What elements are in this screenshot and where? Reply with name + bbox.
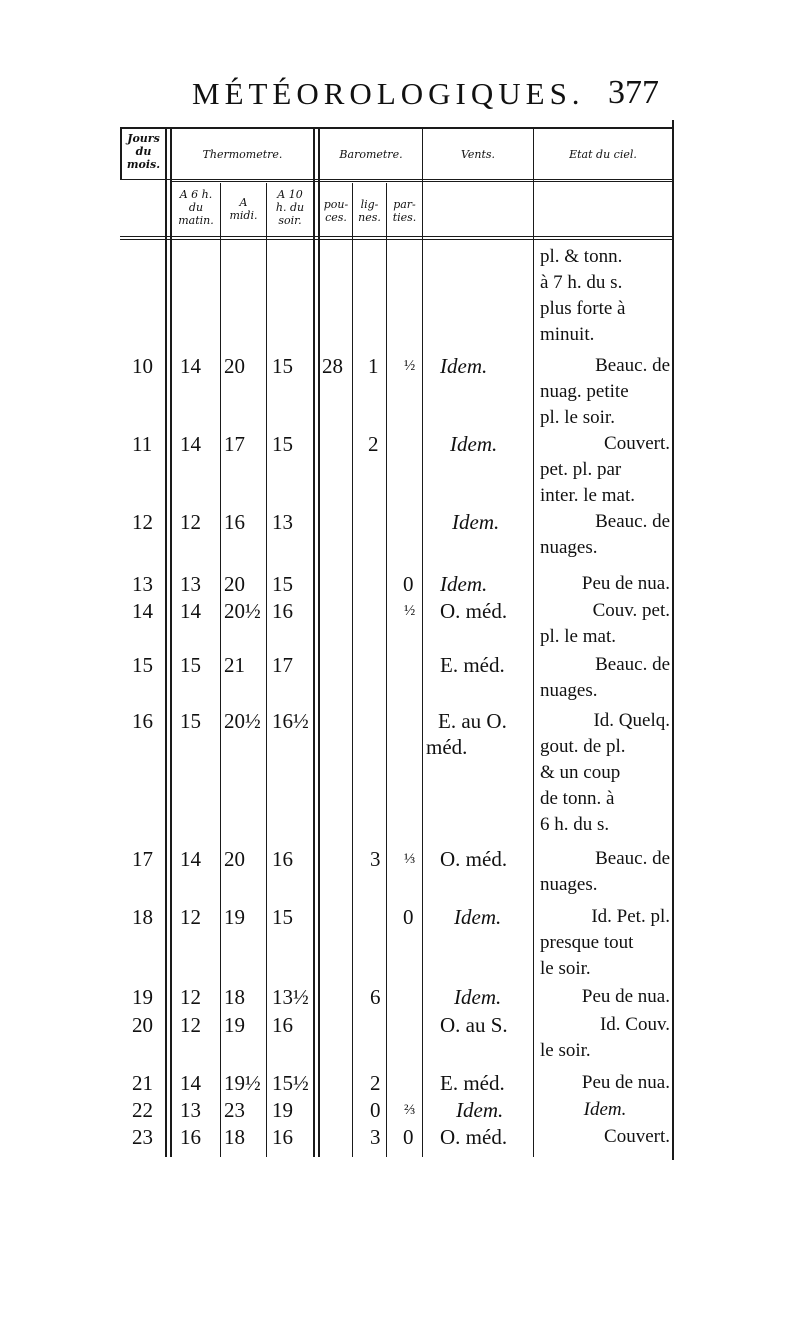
day-cell: 10 bbox=[132, 354, 153, 378]
header-tmidi: A midi. bbox=[229, 196, 258, 222]
vent-cell: O. méd. bbox=[440, 599, 508, 623]
temp-6h-cell: 15 bbox=[180, 653, 201, 677]
day-cell: 18 bbox=[132, 905, 153, 929]
temp-midi-cell: 20½ bbox=[224, 599, 261, 623]
vent-cell: E. au O. bbox=[438, 709, 507, 733]
etat-cell: Beauc. de nuages. bbox=[540, 848, 670, 895]
parties-cell: ⅔ bbox=[404, 1102, 416, 1118]
header-lignes: lig- nes. bbox=[358, 198, 381, 224]
header-barometre: Barometre. bbox=[339, 148, 403, 161]
vent-cell: Idem. bbox=[450, 432, 498, 456]
vent-cell: E. méd. bbox=[440, 1071, 505, 1095]
temp-6h-cell: 12 bbox=[180, 510, 201, 534]
temp-10h-cell: 16 bbox=[272, 847, 293, 871]
temp-midi-cell: 18 bbox=[224, 985, 245, 1009]
temp-midi-cell: 19½ bbox=[224, 1071, 261, 1095]
temp-10h-cell: 16 bbox=[272, 1125, 293, 1149]
temp-midi-cell: 19 bbox=[224, 905, 245, 929]
temp-6h-cell: 14 bbox=[180, 847, 201, 871]
day-cell: 21 bbox=[132, 1071, 153, 1095]
header-day: Jours du mois. bbox=[126, 132, 161, 171]
temp-10h-cell: 13½ bbox=[272, 985, 309, 1009]
temp-midi-cell: 18 bbox=[224, 1125, 245, 1149]
pouces-cell: 28 bbox=[322, 354, 343, 378]
temp-6h-cell: 12 bbox=[180, 1013, 201, 1037]
day-cell: 12 bbox=[132, 510, 153, 534]
temp-midi-cell: 17 bbox=[224, 432, 245, 456]
temp-10h-cell: 15 bbox=[272, 432, 293, 456]
lignes-cell: 0 bbox=[370, 1098, 381, 1122]
temp-midi-cell: 23 bbox=[224, 1098, 245, 1122]
temp-6h-cell: 14 bbox=[180, 1071, 201, 1095]
etat-cell: Id. Pet. pl. presque tout le soir. bbox=[540, 906, 670, 979]
header-vents: Vents. bbox=[460, 148, 496, 161]
lignes-cell: 2 bbox=[370, 1071, 381, 1095]
etat-cell: Peu de nua. bbox=[581, 573, 670, 594]
running-head: MÉTÉOROLOGIQUES. bbox=[192, 76, 585, 111]
temp-6h-cell: 13 bbox=[180, 1098, 201, 1122]
vent-cell: Idem. bbox=[456, 1098, 504, 1122]
temp-midi-cell: 19 bbox=[224, 1013, 245, 1037]
temp-10h-cell: 15 bbox=[272, 354, 293, 378]
temp-6h-cell: 15 bbox=[180, 709, 201, 733]
temp-10h-cell: 15 bbox=[272, 905, 293, 929]
temp-midi-cell: 20½ bbox=[224, 709, 261, 733]
temp-6h-cell: 12 bbox=[180, 985, 201, 1009]
temp-10h-cell: 15½ bbox=[272, 1071, 309, 1095]
vent-cell: Idem. bbox=[454, 985, 502, 1009]
temp-midi-cell: 16 bbox=[224, 510, 245, 534]
header-t10: A 10 h. du soir. bbox=[275, 188, 305, 227]
vent-cell: Idem. bbox=[454, 905, 502, 929]
parties-cell: 0 bbox=[403, 572, 414, 596]
temp-6h-cell: 12 bbox=[180, 905, 201, 929]
day-cell: 16 bbox=[132, 709, 153, 733]
temp-midi-cell: 21 bbox=[224, 653, 245, 677]
day-cell: 20 bbox=[132, 1013, 153, 1037]
temp-10h-cell: 19 bbox=[272, 1098, 293, 1122]
etat-cell: Idem. bbox=[583, 1099, 627, 1120]
temp-10h-cell: 16½ bbox=[272, 709, 309, 733]
header-parties: par- ties. bbox=[392, 198, 417, 224]
etat-cell: Peu de nua. bbox=[581, 986, 670, 1007]
day-cell: 15 bbox=[132, 653, 153, 677]
lignes-cell: 1 bbox=[368, 354, 379, 378]
day-cell: 11 bbox=[132, 432, 153, 456]
vent-cell: O. méd. bbox=[440, 1125, 508, 1149]
header-t6: A 6 h. du matin. bbox=[178, 188, 214, 227]
vent-cell: Idem. bbox=[440, 572, 488, 596]
temp-6h-cell: 13 bbox=[180, 572, 201, 596]
temp-10h-cell: 16 bbox=[272, 1013, 293, 1037]
parties-cell: 0 bbox=[403, 905, 414, 929]
lignes-cell: 2 bbox=[368, 432, 379, 456]
parties-cell: ½ bbox=[404, 603, 416, 619]
vent-cell-continued: méd. bbox=[426, 735, 468, 759]
day-cell: 14 bbox=[132, 599, 153, 623]
temp-6h-cell: 16 bbox=[180, 1125, 201, 1149]
etat-cell: Couvert. pet. pl. par inter. le mat. bbox=[540, 433, 670, 506]
vent-cell: O. méd. bbox=[440, 847, 508, 871]
day-cell: 13 bbox=[132, 572, 153, 596]
header-etat: Etat du ciel. bbox=[569, 148, 637, 161]
parties-cell: ⅓ bbox=[404, 851, 416, 867]
lignes-cell: 3 bbox=[370, 847, 381, 871]
vent-cell: E. méd. bbox=[440, 653, 505, 677]
vent-cell: Idem. bbox=[440, 354, 488, 378]
temp-6h-cell: 14 bbox=[180, 432, 201, 456]
parties-cell: ½ bbox=[404, 358, 416, 374]
page-number: 377 bbox=[608, 74, 659, 111]
etat-cell: Id. Couv. le soir. bbox=[540, 1014, 670, 1061]
temp-midi-cell: 20 bbox=[224, 572, 245, 596]
temp-10h-cell: 15 bbox=[272, 572, 293, 596]
day-cell: 23 bbox=[132, 1125, 153, 1149]
day-cell: 17 bbox=[132, 847, 153, 871]
carry-over-text: pl. & tonn. à 7 h. du s. plus forte à minuit. bbox=[540, 246, 626, 345]
vent-cell: Idem. bbox=[452, 510, 500, 534]
day-cell: 22 bbox=[132, 1098, 153, 1122]
etat-cell: Id. Quelq. gout. de pl. & un coup de tonn. à 6 h. du s. bbox=[540, 710, 670, 835]
temp-10h-cell: 16 bbox=[272, 599, 293, 623]
etat-cell: Couv. pet. pl. le mat. bbox=[540, 600, 670, 647]
temp-midi-cell: 20 bbox=[224, 354, 245, 378]
etat-cell: Couvert. bbox=[604, 1126, 670, 1147]
day-cell: 19 bbox=[132, 985, 153, 1009]
etat-cell: Beauc. de nuages. bbox=[540, 511, 670, 558]
vent-cell: O. au S. bbox=[440, 1013, 508, 1037]
etat-cell: Peu de nua. bbox=[581, 1072, 670, 1093]
temp-10h-cell: 17 bbox=[272, 653, 293, 677]
etat-cell: Beauc. de nuag. petite pl. le soir. bbox=[540, 355, 670, 428]
parties-cell: 0 bbox=[403, 1125, 414, 1149]
temp-midi-cell: 20 bbox=[224, 847, 245, 871]
header-pouces: pou- ces. bbox=[323, 198, 349, 224]
lignes-cell: 3 bbox=[370, 1125, 381, 1149]
etat-cell: Beauc. de nuages. bbox=[540, 654, 670, 701]
lignes-cell: 6 bbox=[370, 985, 381, 1009]
temp-10h-cell: 13 bbox=[272, 510, 293, 534]
temp-6h-cell: 14 bbox=[180, 599, 201, 623]
header-thermometre: Thermometre. bbox=[202, 148, 283, 161]
temp-6h-cell: 14 bbox=[180, 354, 201, 378]
